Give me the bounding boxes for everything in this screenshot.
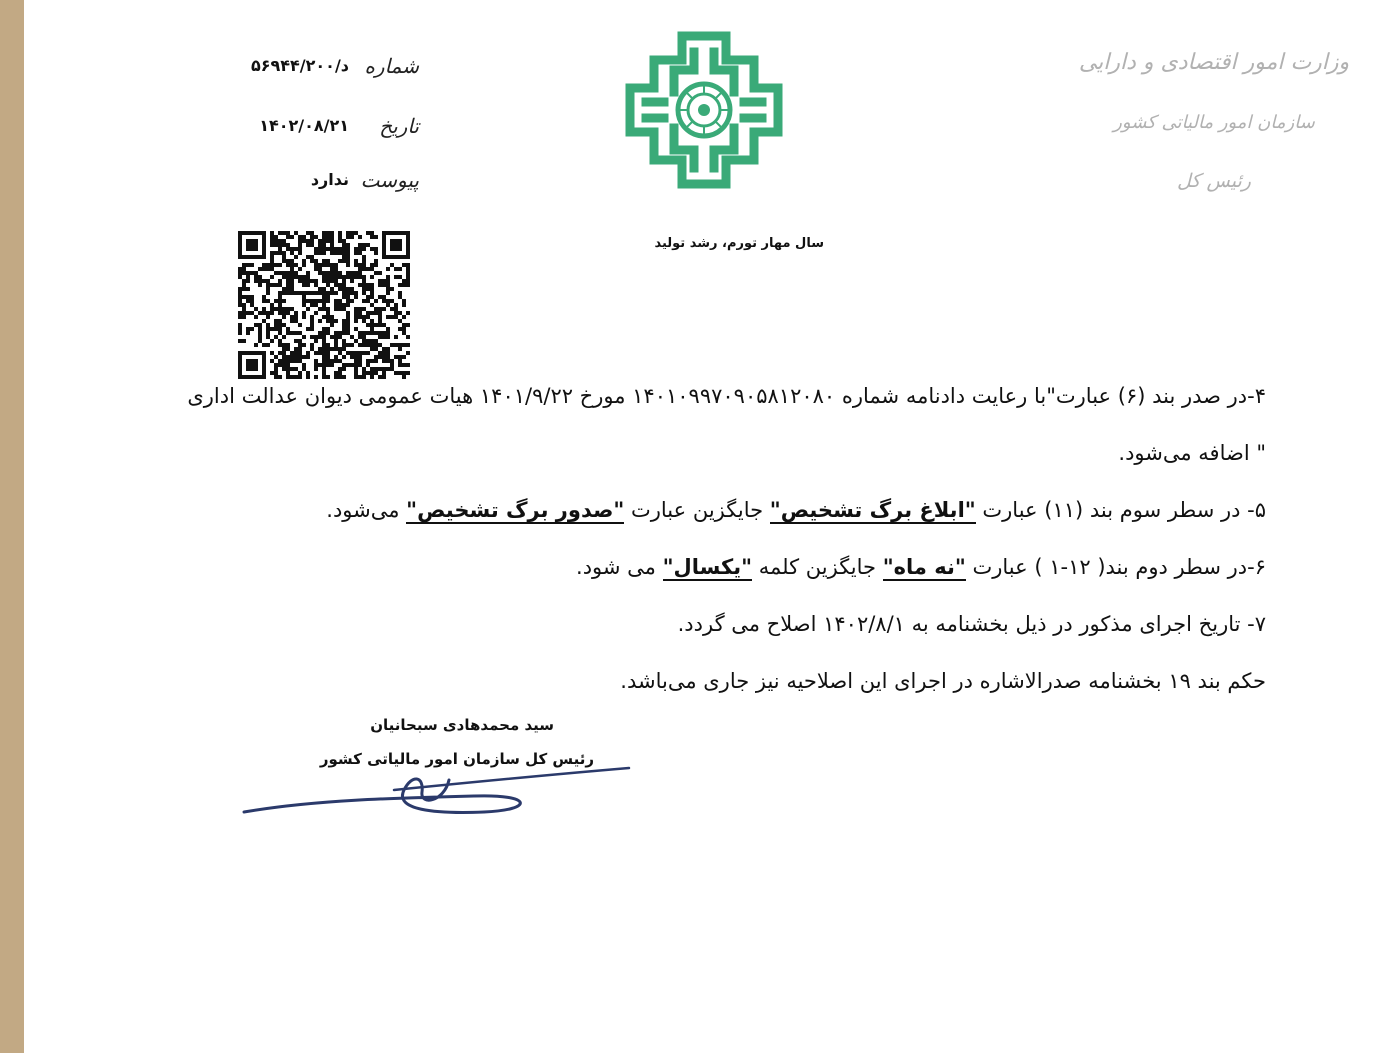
qr-code: [238, 231, 410, 379]
paragraph-6-new-phrase: "نه ماه": [882, 555, 966, 579]
attachment-value: ندارد: [310, 170, 349, 189]
paragraph-8: حکم بند ۱۹ بخشنامه صدرالاشاره در اجرای این اصلاحیه نیز جاری می‌باشد.: [620, 669, 1266, 693]
letter-body: [174, 368, 1266, 710]
paragraph-5: [174, 482, 1266, 539]
date-row: [174, 114, 419, 142]
paragraph-6-old-phrase: "یکسال": [662, 555, 753, 579]
number-label: شماره: [364, 54, 419, 78]
paragraph-5-part-c: می‌شود.: [326, 498, 407, 522]
number-row: [174, 54, 419, 82]
paragraph-7: ۷- تاریخ اجرای مذکور در ذیل بخشنامه به ۱۴۰۲/۸/۱ اصلاح می گردد.: [677, 612, 1266, 636]
attachment-row: [174, 168, 419, 196]
paragraph-6-part-b: جایگزین کلمه: [752, 555, 883, 579]
signer-title: رئیس کل سازمان امور مالیاتی کشور: [319, 750, 594, 768]
date-label: تاریخ: [379, 114, 419, 138]
paragraph-6-part-a: ۶-در سطر دوم بند( ۱۲-۱ ) عبارت: [965, 555, 1266, 579]
paragraph-4: ۴-در صدر بند (۶) عبارت"با رعایت دادنامه شماره ۱۴۰۱۰۹۹۷۰۹۰۵۸۱۲۰۸۰ مورخ ۱۴۰۱/۹/۲۲ هیات عمومی دیوان عدالت اداری " اضافه می‌شود.: [187, 384, 1266, 465]
date-value: ۱۴۰۲/۰۸/۲۱: [259, 116, 349, 135]
number-value: ۵۶۹۴۴/۲۰۰/د: [250, 56, 349, 75]
paragraph-6-part-c: می شود.: [576, 555, 663, 579]
paragraph-5-old-phrase: "صدور برگ تشخیص": [406, 498, 625, 522]
paragraph-5-part-a: ۵- در سطر سوم بند (۱۱) عبارت: [975, 498, 1266, 522]
year-motto: سال مهار تورم، رشد تولید: [654, 236, 824, 251]
emblem-logo: [624, 30, 784, 190]
ministry-line1: وزارت امور اقتصادی و دارایی: [1078, 50, 1350, 75]
ministry-line2: سازمان امور مالیاتی کشور: [1113, 112, 1315, 133]
paragraph-6: [174, 539, 1266, 596]
attachment-label: پیوست: [360, 168, 419, 192]
signer-name: سید محمدهادی سبحانیان: [370, 716, 554, 734]
ministry-line3: رئیس کل: [1177, 170, 1251, 192]
paragraph-5-new-phrase: "ابلاغ برگ تشخیص": [769, 498, 976, 522]
letter-page: [24, 0, 1376, 1053]
paragraph-5-part-b: جایگزین عبارت: [624, 498, 770, 522]
handwritten-signature: [234, 740, 634, 830]
